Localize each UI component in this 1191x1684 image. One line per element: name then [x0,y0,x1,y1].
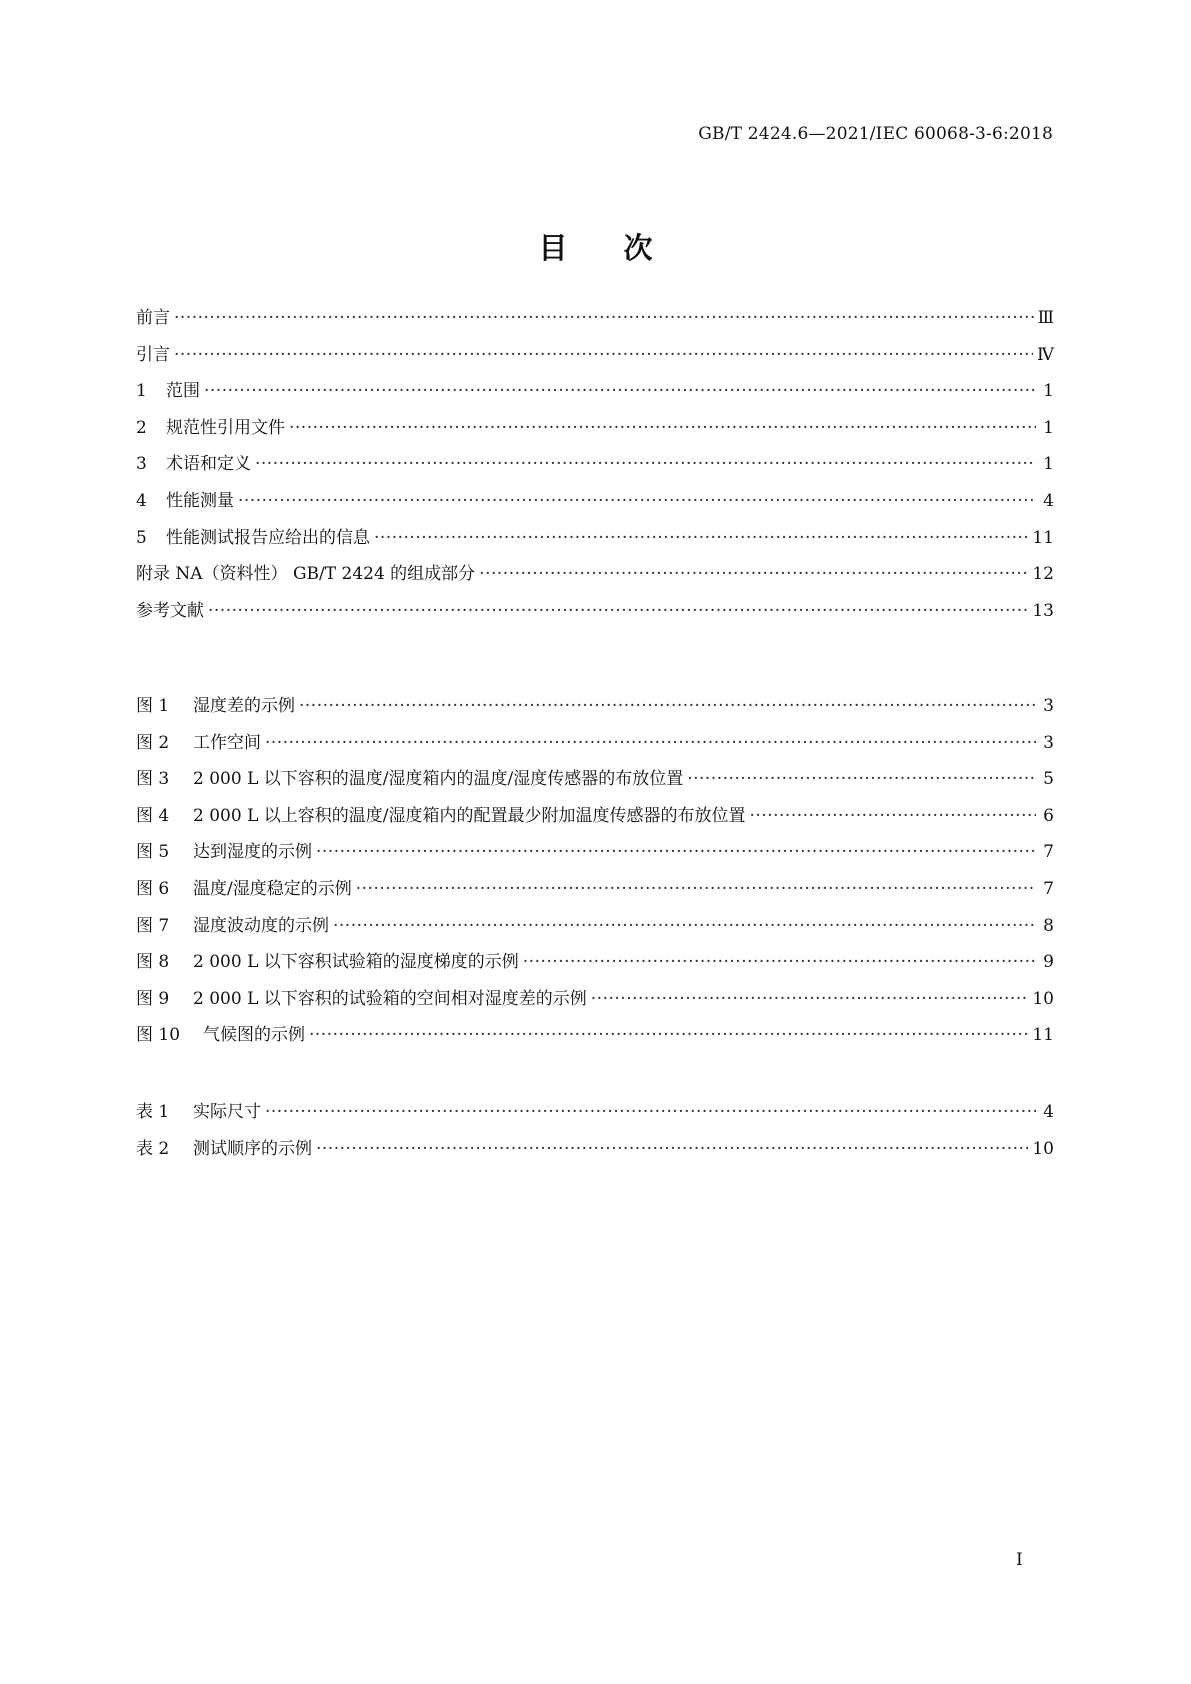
toc-figure-entry[interactable] [136,725,1054,762]
toc-entry-page: 12 [1032,564,1054,585]
toc-figure-label: 2 000 L 以下容积的试验箱的空间相对湿度差的示例 [193,988,587,1009]
standard-code: GB/T 2424.6—2021/IEC 60068-3-6:2018 [698,124,1053,144]
toc-figure-page: 6 [1043,805,1054,826]
toc-entry-page: 13 [1032,600,1054,621]
leader-dots [174,300,1034,337]
toc-figure-number: 图 7 [136,915,170,936]
toc-figure-entry[interactable] [136,761,1054,798]
toc-figure-label: 湿度差的示例 [193,696,295,716]
toc-entry-page: 11 [1032,527,1054,548]
toc-table-number: 表 2 [136,1138,170,1159]
toc-title-char-1: 目 [538,231,568,265]
leader-dots [289,410,1036,447]
toc-figure-page: 3 [1043,732,1054,753]
toc-figure-label: 温度/湿度稳定的示例 [193,878,352,899]
toc-entry-label: 参考文献 [136,600,204,621]
toc-figure-label: 湿度波动度的示例 [193,915,329,936]
toc-entry-terms-definitions[interactable] [136,446,1054,483]
toc-figure-number: 图 4 [136,805,170,826]
toc-entry-label: 规范性引用文件 [166,417,285,438]
toc-table-page: 4 [1043,1102,1054,1122]
toc-figure-entry[interactable] [136,688,1054,725]
toc-table-label: 测试顺序的示例 [193,1138,312,1159]
toc-entry-foreword[interactable] [136,300,1054,337]
leader-dots [174,337,1033,374]
toc-figure-entry[interactable] [136,944,1054,981]
toc-figure-number: 图 5 [136,842,170,863]
leader-dots [255,446,1036,483]
toc-entry-number: 5 [136,527,147,548]
toc-figure-page: 5 [1043,769,1054,790]
leader-dots [204,373,1036,410]
toc-entry-page: 1 [1043,454,1054,475]
toc-table-number: 表 1 [136,1102,170,1122]
toc-title-char-2: 次 [623,231,653,265]
toc-table-list [136,1094,1054,1167]
toc-entry-page: 1 [1043,417,1054,438]
toc-entry-page: Ⅲ [1037,308,1054,328]
leader-dots [374,520,1028,557]
toc-entry-number: 4 [136,490,147,511]
toc-figure-number: 图 1 [136,696,170,716]
toc-figure-entry[interactable] [136,834,1054,871]
toc-figure-page: 3 [1043,696,1054,716]
toc-entry-number: 2 [136,417,147,438]
toc-figure-number: 图 2 [136,732,170,753]
toc-table-entry[interactable] [136,1094,1054,1131]
leader-dots [356,871,1036,908]
toc-figure-number: 图 8 [136,952,170,973]
toc-entry-number: 1 [136,381,147,402]
toc-figure-label: 2 000 L 以上容积的温度/湿度箱内的配置最少附加温度传感器的布放位置 [193,805,746,826]
toc-figure-page: 9 [1043,952,1054,973]
toc-figure-page: 11 [1032,1025,1054,1046]
toc-figure-label: 工作空间 [193,732,261,753]
toc-entry-page: Ⅳ [1037,344,1054,365]
leader-dots [238,483,1036,520]
toc-entry-label: 引言 [136,344,170,365]
toc-entry-label: 前言 [136,308,170,328]
toc-figure-entry[interactable] [136,908,1054,945]
toc-table-entry[interactable] [136,1131,1054,1168]
toc-main-list [136,300,1054,629]
page-number: I [1016,1550,1023,1570]
toc-entry-performance-measurement[interactable] [136,483,1054,520]
toc-title [0,226,1191,267]
leader-dots [309,1017,1028,1054]
toc-figure-list [136,688,1054,1054]
toc-entry-label: 性能测量 [166,490,234,511]
toc-entry-bibliography[interactable] [136,593,1054,630]
toc-figure-number: 图 6 [136,878,170,899]
toc-table-label: 实际尺寸 [193,1102,261,1122]
leader-dots [265,725,1036,762]
toc-entry-test-report-info[interactable] [136,520,1054,557]
leader-dots [591,981,1029,1018]
toc-figure-label: 气候图的示例 [203,1025,305,1046]
leader-dots [265,1094,1036,1131]
toc-figure-entry[interactable] [136,981,1054,1018]
leader-dots [316,834,1036,871]
toc-entry-number: 3 [136,454,147,475]
toc-figure-number: 图 10 [136,1025,181,1046]
toc-figure-page: 7 [1043,842,1054,863]
leader-dots [299,688,1036,725]
toc-entry-annex-na[interactable] [136,556,1054,593]
leader-dots [316,1131,1028,1168]
leader-dots [750,798,1037,835]
toc-figure-label: 2 000 L 以下容积的温度/湿度箱内的温度/湿度传感器的布放位置 [193,769,684,790]
toc-figure-entry[interactable] [136,1017,1054,1054]
toc-figure-page: 7 [1043,878,1054,899]
toc-entry-normative-references[interactable] [136,410,1054,447]
toc-table-page: 10 [1032,1138,1054,1159]
toc-figure-number: 图 3 [136,769,170,790]
toc-figure-page: 10 [1032,988,1054,1009]
toc-entry-label: 性能测试报告应给出的信息 [166,527,370,548]
toc-entry-label: 术语和定义 [166,454,251,475]
leader-dots [523,944,1036,981]
toc-entry-label: 附录 NA（资料性） GB/T 2424 的组成部分 [136,564,476,585]
leader-dots [479,556,1028,593]
toc-figure-page: 8 [1043,915,1054,936]
toc-figure-label: 达到湿度的示例 [193,842,312,863]
leader-dots [208,593,1028,630]
toc-figure-label: 2 000 L 以下容积试验箱的湿度梯度的示例 [193,952,519,973]
toc-entry-page: 1 [1043,381,1054,402]
leader-dots [333,908,1036,945]
leader-dots [687,761,1036,798]
toc-entry-scope[interactable] [136,373,1054,410]
toc-figure-entry[interactable] [136,798,1054,835]
toc-figure-number: 图 9 [136,988,170,1009]
toc-figure-entry[interactable] [136,871,1054,908]
toc-entry-label: 范围 [166,381,200,402]
toc-entry-introduction[interactable] [136,337,1054,374]
toc-entry-page: 4 [1043,490,1054,511]
